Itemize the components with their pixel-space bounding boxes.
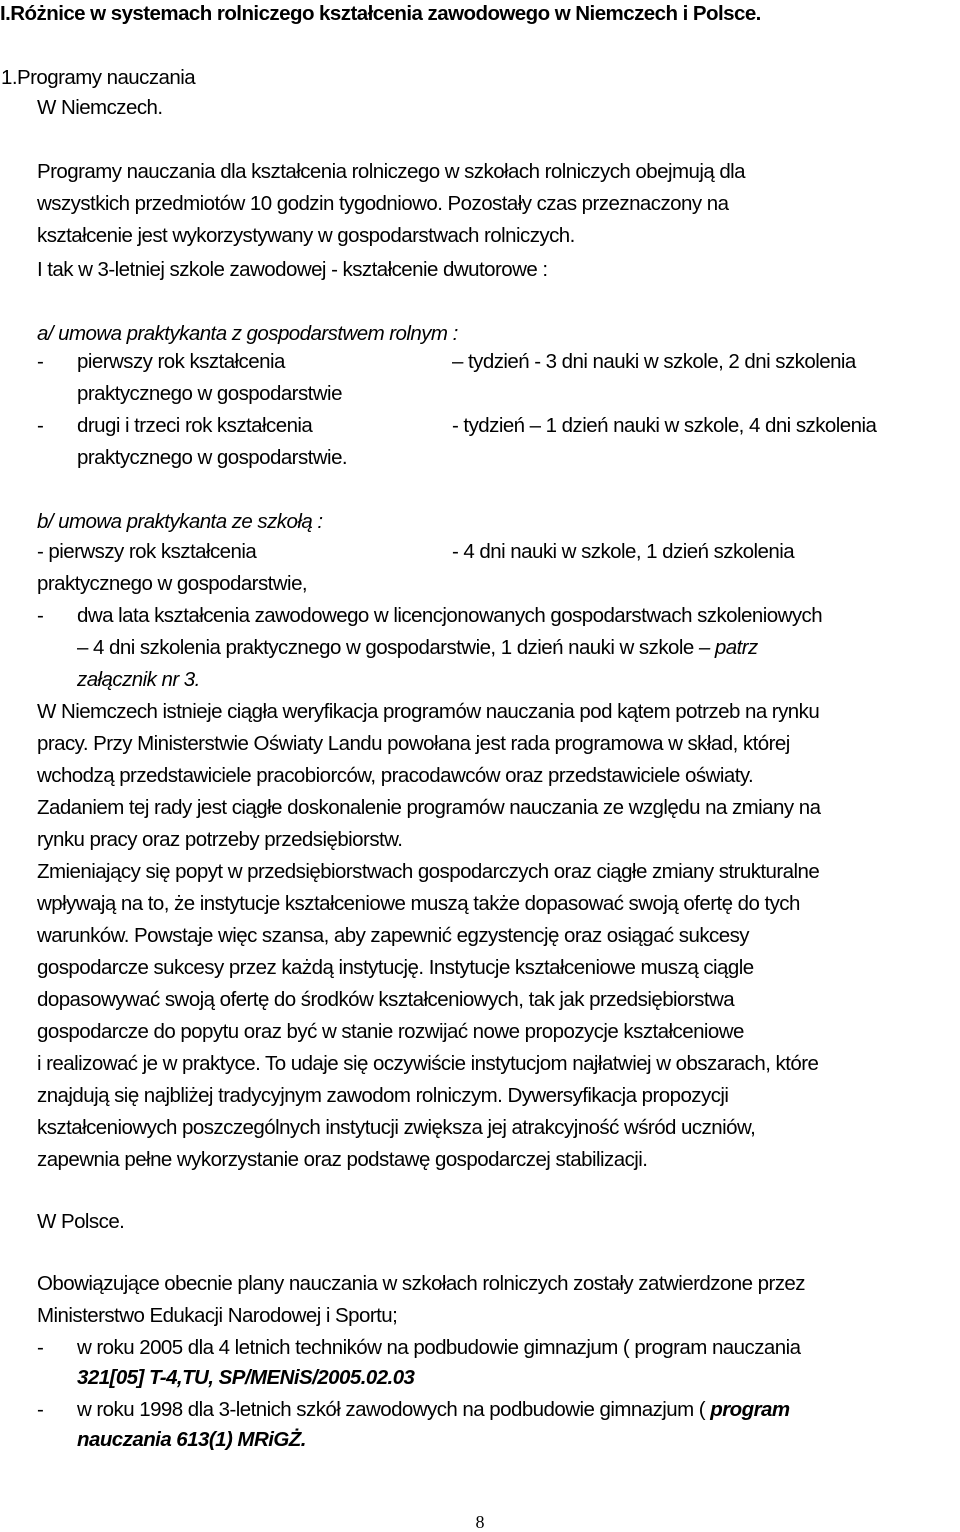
document-heading: I.Różnice w systemach rolniczego kształcenia zawodowego w Niemczech i Polsce. <box>0 2 761 25</box>
option-b-row1-label: - pierwszy rok kształcenia <box>37 540 257 563</box>
paragraph-line: zapewnia pełne wykorzystanie oraz podstawę gospodarczej stabilizacji. <box>37 1148 648 1171</box>
paragraph-line: rynku pracy oraz potrzeby przedsiębiorstw. <box>37 828 403 851</box>
option-a-row2-label: drugi i trzeci rok kształcenia <box>77 414 313 437</box>
option-b-row2-attachment: załącznik nr 3. <box>77 668 200 691</box>
paragraph-line: wpływają na to, że instytucje kształceniowe muszą także dopasować swoją ofertę do tych <box>37 892 800 915</box>
option-b-row2-continuation <box>77 636 758 660</box>
list-dash: - <box>37 350 44 373</box>
list-dash: - <box>37 414 44 437</box>
paragraph-line: Programy nauczania dla kształcenia rolniczego w szkołach rolniczych obejmują dla <box>37 160 746 183</box>
program-code: nauczania 613(1) MRiGŻ. <box>77 1428 306 1451</box>
paragraph-line: pracy. Przy Ministerstwie Oświaty Landu powołana jest rada programowa w skład, której <box>37 732 790 755</box>
paragraph-line: Zmieniający się popyt w przedsiębiorstwach gospodarczych oraz ciągłe zmiany strukturalne <box>37 860 820 883</box>
paragraph-line: Zadaniem tej rady jest ciągłe doskonalenie programów nauczania ze względu na zmiany na <box>37 796 821 819</box>
option-a-row1-detail: – tydzień - 3 dni nauki w szkole, 2 dni szkolenia <box>452 350 856 373</box>
paragraph-line: W Niemczech istnieje ciągła weryfikacja programów nauczania pod kątem potrzeb na rynku <box>37 700 820 723</box>
option-b-row1-detail: - 4 dni nauki w szkole, 1 dzień szkolenia <box>452 540 795 563</box>
page-number: 8 <box>475 1512 485 1532</box>
paragraph-line: kształceniowych poszczególnych instytucji zwiększa jej atrakcyjność wśród uczniów, <box>37 1116 756 1139</box>
paragraph-line: kształcenie jest wykorzystywany w gospodarstwach rolniczych. <box>37 224 575 247</box>
paragraph-line: warunków. Powstaje więc szansa, aby zapewnić egzystencję oraz osiągać sukcesy <box>37 924 749 947</box>
option-b-row2-text: dwa lata kształcenia zawodowego w licencjonowanych gospodarstwach szkoleniowych <box>77 604 823 627</box>
paragraph-line: wchodzą przedstawiciele pracobiorców, pracodawców oraz przedstawiciele oświaty. <box>37 764 754 787</box>
paragraph-line: wszystkich przedmiotów 10 godzin tygodniowo. Pozostały czas przeznaczony na <box>37 192 729 215</box>
poland-item-text: w roku 2005 dla 4 letnich techników na podbudowie gimnazjum ( program nauczania <box>77 1336 801 1359</box>
option-a-row2-continuation: praktycznego w gospodarstwie. <box>77 446 348 469</box>
list-dash: - <box>37 1398 44 1421</box>
paragraph-line: gospodarcze sukcesy przez każdą instytucję. Instytucje kształceniowe muszą ciągle <box>37 956 754 979</box>
option-b-row2-reference: – patrz <box>698 636 758 659</box>
option-a-row1-continuation: praktycznego w gospodarstwie <box>77 382 342 405</box>
paragraph-line: dopasowywać swoją ofertę do środków kształceniowych, tak jak przedsiębiorstwa <box>37 988 735 1011</box>
paragraph-line: znajdują się najbliżej tradycyjnym zawodom rolniczym. Dywersyfikacja propozycji <box>37 1084 729 1107</box>
option-b-title: b/ umowa praktykanta ze szkołą : <box>37 510 323 533</box>
paragraph-line: Ministerstwo Edukacji Narodowej i Sportu; <box>37 1304 398 1327</box>
paragraph-line: gospodarcze do popytu oraz być w stanie rozwijać nowe propozycje kształceniowe <box>37 1020 744 1043</box>
option-b-row2-cont-text: – 4 dni szkolenia praktycznego w gospodarstwie, 1 dzień nauki w szkole <box>77 636 694 659</box>
section-title: 1.Programy nauczania <box>1 66 196 89</box>
option-a-title: a/ umowa praktykanta z gospodarstwem rolnym : <box>37 322 458 345</box>
paragraph-line: Obowiązujące obecnie plany nauczania w szkołach rolniczych zostały zatwierdzone przez <box>37 1272 805 1295</box>
option-b-row1-continuation: praktycznego w gospodarstwie, <box>37 572 308 595</box>
paragraph-line: I tak w 3-letniej szkole zawodowej - kształcenie dwutorowe : <box>37 258 548 281</box>
germany-heading: W Niemczech. <box>37 96 163 119</box>
list-dash: - <box>37 1336 44 1359</box>
program-code: 321[05] T-4,TU, SP/MENiS/2005.02.03 <box>77 1366 415 1389</box>
option-a-row2-detail: - tydzień – 1 dzień nauki w szkole, 4 dni szkolenia <box>452 414 877 437</box>
list-dash: - <box>37 604 44 627</box>
option-a-row1-label: pierwszy rok kształcenia <box>77 350 285 373</box>
poland-heading: W Polsce. <box>37 1210 125 1233</box>
poland-item-text-bold: program <box>710 1398 790 1421</box>
poland-item-text <box>77 1398 790 1422</box>
poland-item-text-plain: w roku 1998 dla 3-letnich szkół zawodowych na podbudowie gimnazjum ( <box>77 1398 706 1421</box>
paragraph-line: i realizować je w praktyce. To udaje się oczywiście instytucjom najłatwiej w obszarach, które <box>37 1052 819 1075</box>
